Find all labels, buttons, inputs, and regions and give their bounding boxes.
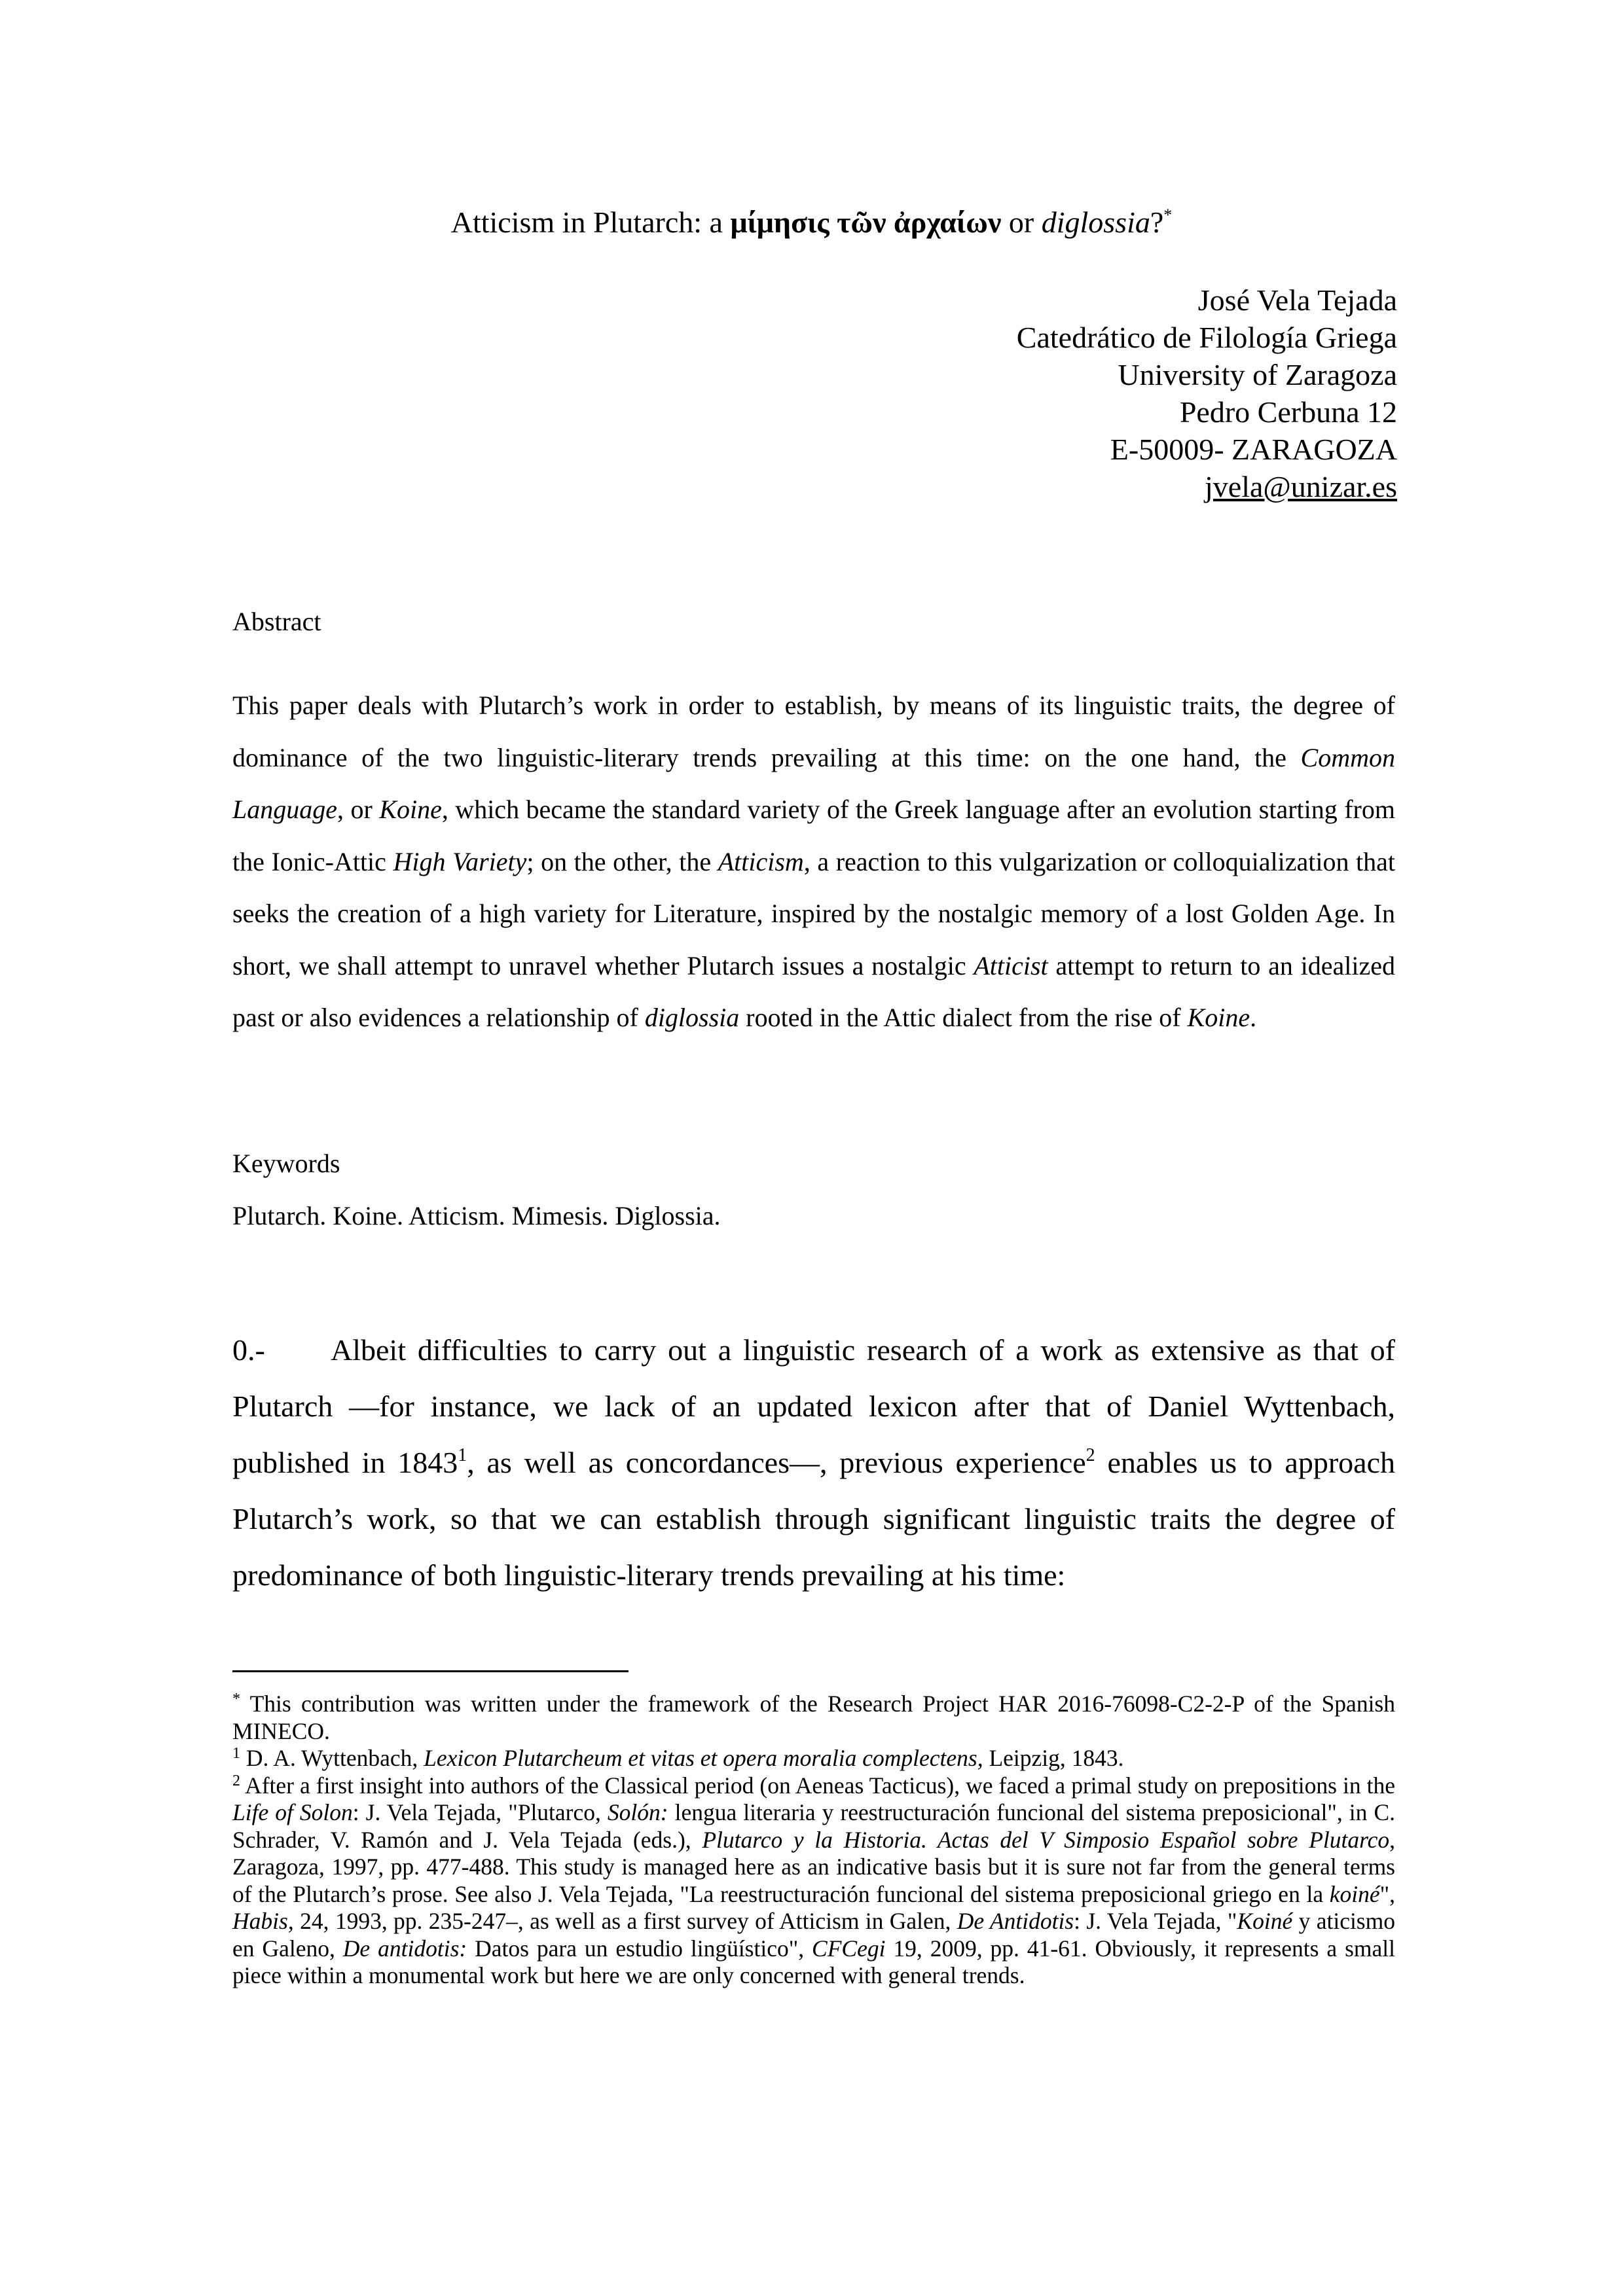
paper-title [0,203,1623,242]
text-run: After a first insight into authors of the Classical period (on Aeneas Tacticus), we faced a primal study on prepositions in the [240,1772,1395,1799]
footnote-mark: * [232,1691,240,1708]
footnote-ref-2[interactable]: 2 [1085,1445,1095,1465]
text-run: D. A. Wyttenbach, [240,1745,424,1771]
text-run: : J. Vela Tejada, " [1074,1908,1237,1934]
paragraph-part-2: , as well as concordances—, previous experience [467,1446,1086,1479]
title-footnote-mark[interactable]: * [1163,206,1173,224]
author-city: E-50009- ZARAGOZA [1110,433,1397,466]
text-run: lengua literaria y reestructuración funcional del sistema preposicional", in C. Schrader, V. Ramón and J. Vela Tejada (eds.), [232,1799,1395,1853]
italic-term: High Variety [393,846,527,876]
text-run: attempt to return to an idealized past or also evidences a relationship of [232,950,1395,1032]
footnote-2 [232,1772,1395,1990]
title-middle: or [1001,206,1042,239]
abstract-text [232,679,1395,1044]
section-0-paragraph [232,1322,1395,1604]
author-email-link[interactable]: jvela@unizar.es [1205,470,1397,503]
italic-term: diglossia [644,1003,740,1032]
keywords-text: Plutarch. Koine. Atticism. Mimesis. Diglossia. [232,1201,721,1230]
author-institution: University of Zaragoza [1118,358,1397,391]
text-run: ; on the other, the [526,846,718,876]
text-run: rooted in the Attic dialect from the rise of [739,1003,1188,1032]
italic-term: Lexicon Plutarcheum et vitas et opera moralia complectens, [424,1745,983,1771]
footnote-star [232,1691,1395,1745]
abstract-heading: Abstract [232,607,321,636]
footnotes-area [232,1691,1395,1990]
text-run: Leipzig, 1843. [983,1745,1124,1771]
text-run: , which became the standard variety of the Greek language after an evolution starting from the Ionic-Attic [232,795,1395,876]
text-run: 19, 2009, pp. 41-61. Obviously, it represents a small piece within a monumental work but here we are only concerned with general trends. [232,1935,1395,1988]
author-name: José Vela Tejada [1197,283,1397,317]
italic-term: Plutarco y la Historia. Actas del V Simposio Español sobre Plutarco [702,1826,1390,1853]
author-position: Catedrático de Filología Griega [1016,321,1397,354]
title-suffix: ? [1150,206,1164,239]
text-run: . [1250,1003,1257,1032]
title-italic-term: diglossia [1041,206,1150,239]
text-run: This paper deals with Plutarch’s work in order to establish, by means of its linguistic traits, the degree of dominance of the two linguistic-literary trends prevailing at this time: on the one hand, the [232,691,1395,772]
italic-term: De antidotis: [342,1935,467,1962]
text-run: ", [1379,1880,1395,1907]
italic-term: Habis, [232,1908,294,1934]
text-run: 24, 1993, pp. 235-247–, as well as a first survey of Atticism in Galen, [293,1908,957,1934]
footnote-mark: 1 [232,1745,240,1762]
italic-term: Life of Solon [232,1799,353,1825]
section-number: 0.- [232,1333,265,1367]
paragraph-part-1: Albeit difficulties to carry out a linguistic research of a work as extensive as that of Plutarch —for instance, we lack of an updated lexicon after that of Daniel Wyttenbach, published in 1843 [232,1333,1395,1479]
footnote-text [232,1691,1395,1744]
italic-term: Koine [379,795,442,824]
footnote-mark: 2 [232,1772,240,1789]
footnote-separator [232,1670,629,1672]
footnote-ref-1[interactable]: 1 [458,1445,467,1465]
author-block [1017,281,1397,505]
text-run: y aticismo en Galeno, [232,1908,1395,1962]
italic-term: Koine [1187,1003,1250,1032]
paragraph-part-3: enables us to approach Plutarch’s work, so that we can establish through significant linguistic traits the degree of predominance of both linguistic-literary trends prevailing at his time: [232,1446,1395,1592]
italic-term: Solón: [607,1799,668,1825]
footnote-text [240,1745,1124,1771]
footnote-text [232,1772,1395,1989]
text-run: This contribution was written under the framework of the Research Project HAR 2016-76098-C2-2-P of the Spanish MINECO. [232,1691,1395,1744]
text-run: , a reaction to this vulgarization or colloquialization that seeks the creation of a high variety for Literature, inspired by the nostalgic memory of a lost Golden Age. In short, we shall attempt to unravel whether Plutarch issues a nostalgic [232,846,1395,980]
text-run: , Zaragoza, 1997, pp. 477-488. This study is managed here as an indicative basis but it is sure not far from the general terms of the Plutarch’s prose. See also J. Vela Tejada, "La reestructuración funcional del sistema preposicional griego en la [232,1826,1396,1907]
text-run: : J. Vela Tejada, "Plutarco, [352,1799,608,1825]
italic-term: Koiné [1237,1908,1293,1934]
italic-term: CFCegi [812,1935,886,1962]
italic-term: koiné [1329,1880,1380,1907]
title-prefix: Atticism in Plutarch: a [450,206,731,239]
italic-term: Common Language [232,742,1395,824]
text-run: Datos para un estudio lingüístico", [467,1935,812,1962]
title-greek-phrase: μίμησις τῶν ἀρχαίων [730,206,1002,239]
keywords-heading: Keywords [232,1149,340,1178]
italic-term: Atticism [718,846,804,876]
italic-term: De Antidotis [957,1908,1074,1934]
italic-term: Atticist [974,950,1048,980]
text-run: , or [337,795,380,824]
author-street: Pedro Cerbuna 12 [1179,395,1397,429]
footnote-1 [232,1745,1395,1772]
